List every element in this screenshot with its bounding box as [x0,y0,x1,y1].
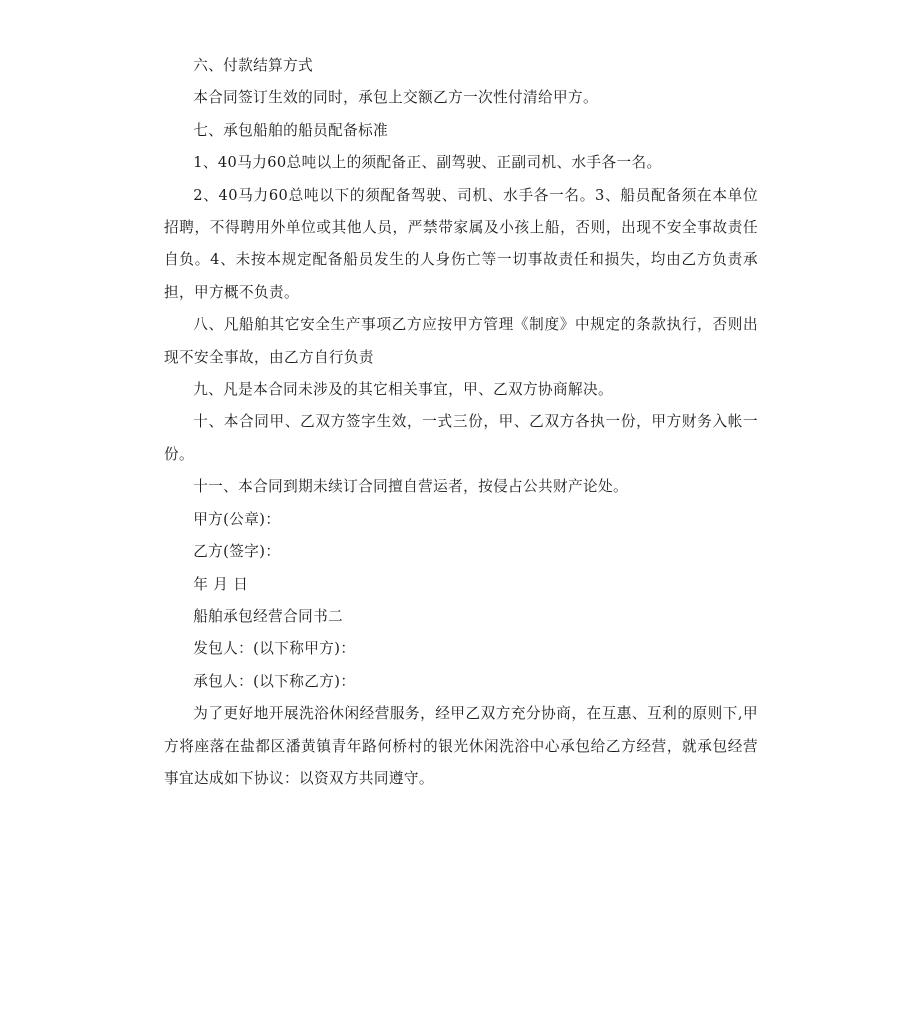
signature-party-a: 甲方(公章)： [193,510,281,528]
signature-party-b: 乙方(签字)： [193,543,281,561]
document-body [164,50,758,795]
document-title: 船舶承包经营合同书二 [193,607,344,625]
section-heading-crew: 七、承包船舶的船员配备标准 [193,121,389,139]
paragraph: 2、40马力60总吨以下的须配备驾驶、司机、水手各一名。3、船员配备须在本单位招聘，不得聘用外单位或其他人员，严禁带家属及小孩上船，否则，出现不安全事故责任自负。4、未按本规定配备船员发生的人身伤亡等一切事故责任和损失，均由乙方负责承担，甲方概不负责。 [164,186,758,301]
paragraph: 九、凡是本合同未涉及的其它相关事宜，甲、乙双方协商解决。 [193,381,614,399]
signature-date: 年 月 日 [193,575,249,593]
section-heading-payment: 六、付款结算方式 [193,57,314,74]
paragraph: 十一、本合同到期未续订合同擅自营运者，按侵占公共财产论处。 [193,478,629,496]
paragraph: 1、40马力60总吨以上的须配备正、副驾驶、正副司机、水手各一名。 [193,154,662,172]
paragraph: 十、本合同甲、乙双方签字生效，一式三份，甲、乙双方各执一份，甲方财务入帐一份。 [164,413,758,463]
paragraph: 八、凡船舶其它安全生产事项乙方应按甲方管理《制度》中规定的条款执行，否则出现不安全事故，由乙方自行负责 [164,316,758,366]
contractor-recipient: 承包人：(以下称乙方)： [193,672,356,690]
contractor-issuer: 发包人：(以下称甲方)： [193,640,356,658]
paragraph: 为了更好地开展洗浴休闲经营服务，经甲乙双方充分协商，在互惠、互利的原则下,甲方将座落在盐都区潘黄镇青年路何桥村的银光休闲洗浴中心承包给乙方经营，就承包经营事宜达成如下协议：以资双方共同遵守。 [164,705,758,787]
paragraph: 本合同签订生效的同时，承包上交额乙方一次性付清给甲方。 [193,89,599,107]
